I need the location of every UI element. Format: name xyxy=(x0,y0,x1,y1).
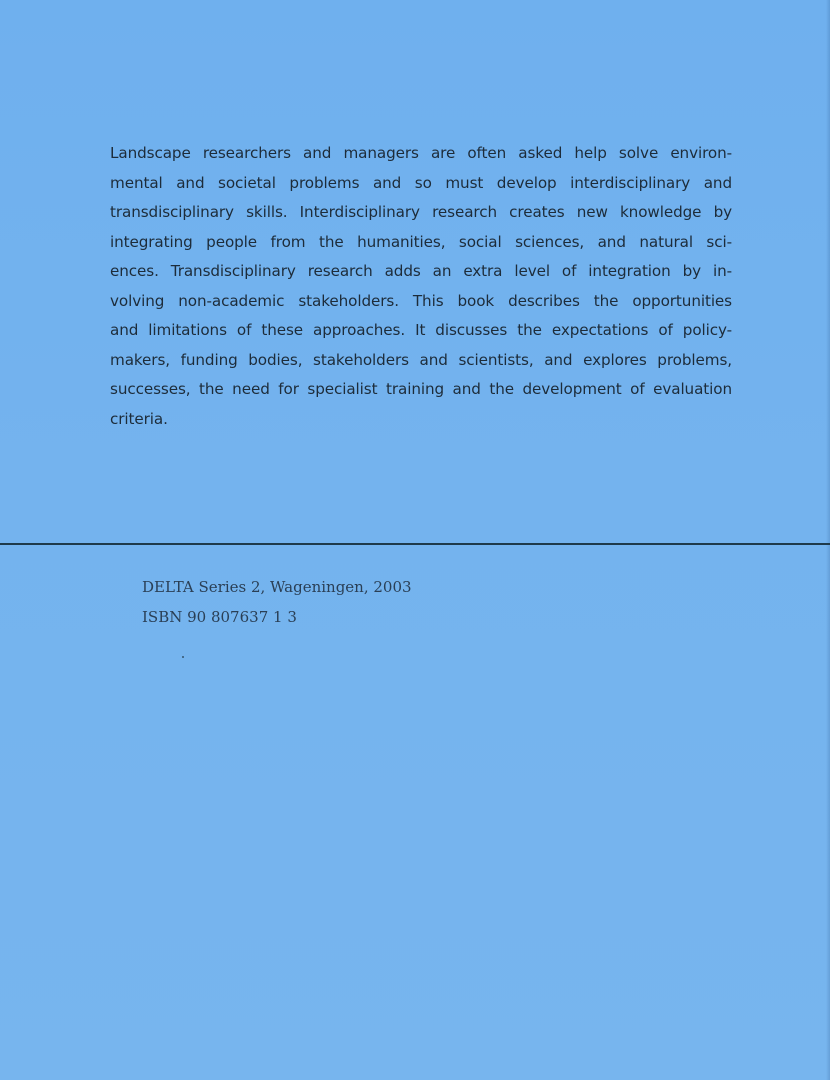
blurb-line: mental and societal problems and so must develop interdisciplinary and xyxy=(110,173,732,192)
blurb-line: makers, funding bodies, stakeholders and scientists, and explores problems, xyxy=(110,350,732,369)
book-blurb xyxy=(110,139,732,434)
blurb-line: criteria. xyxy=(110,409,168,428)
blurb-line: transdisciplinary skills. Interdisciplinary research creates new knowledge by xyxy=(110,203,732,221)
imprint-block xyxy=(142,572,412,632)
blurb-line: volving non-academic stakeholders. This book describes the opportunities xyxy=(110,291,732,310)
isbn: ISBN 90 807637 1 3 xyxy=(142,608,297,626)
blurb-line: successes, the need for specialist training and the development of evaluation xyxy=(110,380,732,398)
series-info: DELTA Series 2, Wageningen, 2003 xyxy=(142,578,412,596)
print-speck xyxy=(182,656,184,658)
blurb-line: Landscape researchers and managers are often asked help solve environ- xyxy=(110,144,732,162)
blurb-line: and limitations of these approaches. It discusses the expectations of policy- xyxy=(110,321,732,339)
horizontal-rule xyxy=(0,543,830,545)
blurb-line: integrating people from the humanities, social sciences, and natural sci- xyxy=(110,232,732,251)
page-edge-shadow xyxy=(826,0,830,1080)
blurb-line: ences. Transdisciplinary research adds an extra level of integration by in- xyxy=(110,262,732,280)
